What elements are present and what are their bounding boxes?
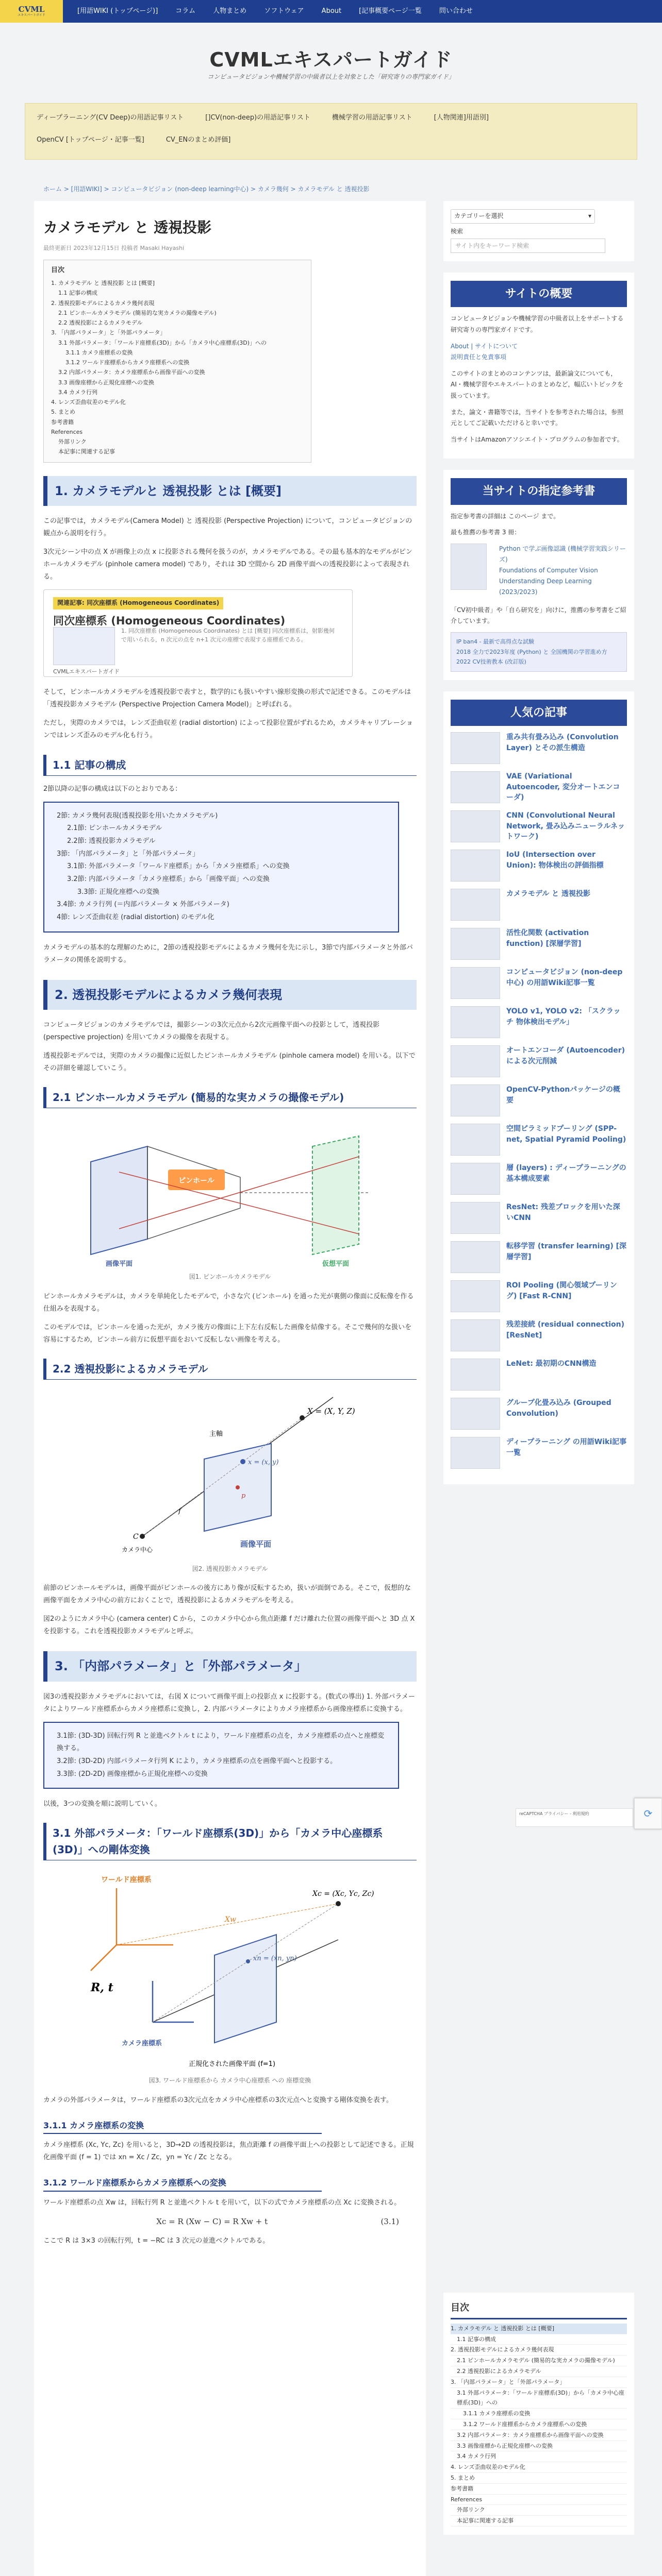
normalized-plane-label: 正規化された画像平面 (f=1)	[189, 2060, 276, 2069]
books-widget	[443, 470, 634, 680]
sidebar-search-box	[443, 201, 634, 261]
related-article-card[interactable]	[43, 589, 353, 677]
image-point-label: x = (x, y)	[248, 1458, 279, 1466]
about-text: コンピュータビジョンや機械学習の中級者以上をサポートする研究寄りの専門家ガイドです。	[451, 315, 624, 333]
popular-article-item[interactable]	[451, 928, 627, 960]
toc-item[interactable]: 1.1 記事の構成	[58, 290, 97, 297]
paragraph: 以後，3つの変換を順に説明していく。	[43, 1800, 162, 1808]
popular-article-item[interactable]	[451, 967, 627, 999]
rt-label: R, t	[91, 1981, 113, 1995]
paragraph: カメラモデルの基本的な理解のために，2節の透視投影モデルによるカメラ幾何を先に示し，3節で内部パラメータと外部パラメータの関係を説明する。	[43, 943, 413, 964]
toc-item[interactable]: 4. レンズ歪曲収差のモデル化	[51, 399, 126, 406]
breadcrumb[interactable]: ホーム > [用語WIKI] > コンピュータビジョン (non-deep learning中心) > カメラ幾何 > カメラモデル と 透視投影	[43, 185, 370, 193]
chevron-down-icon: ▾	[588, 212, 591, 220]
toc-item[interactable]: 3.1.1 カメラ座標系の変換	[65, 349, 133, 356]
popular-article-title[interactable]: 活性化関数 (activation function) [深層学習]	[506, 929, 589, 948]
world-vector	[117, 1904, 338, 1945]
related-badge: 関連記事: 同次座標系 (Homogeneous Coordinates)	[53, 597, 223, 609]
popular-article-thumbnail	[451, 850, 500, 882]
popular-article-title[interactable]: ディープラーニング の用語Wiki記事一覧	[506, 1438, 627, 1457]
toc-item[interactable]: 5. まとめ	[51, 409, 75, 416]
popular-article-item[interactable]	[451, 1398, 627, 1430]
equation-number: (3.1)	[380, 2217, 399, 2226]
related-description: 1. 同次座標系 (Homogeneous Coordinates) とは [概要] 同次座標系は，射影幾何で用いられる，n 次元の点を n+1 次元の座標で表現する座標系である。	[121, 628, 335, 643]
figure-caption: 図1. ピンホールカメラモデル	[189, 1273, 271, 1281]
category-select-value: カテゴリーを選択	[454, 212, 504, 220]
books-note: 「CV初中級者」や「自ら研究を」向けに，推薦の参考書をご紹介しています。	[451, 606, 626, 625]
nav-link-contact[interactable]: 問い合わせ	[439, 7, 473, 15]
toc-item[interactable]: 3.3 画像座標から正規化座標への変換	[58, 379, 154, 386]
books-sub: 最も推薦の参考書 3 冊：	[451, 529, 521, 536]
popular-article-item[interactable]	[451, 1163, 627, 1195]
article	[34, 201, 426, 2576]
world-to-camera-figure	[70, 1868, 390, 2074]
sidebar-toc	[443, 2293, 634, 2535]
disclaimer-link[interactable]: 説明責任と免責事項	[451, 353, 507, 361]
world-point	[300, 1415, 305, 1420]
popular-article-title[interactable]: VAE (Variational Autoencoder, 変分オートエンコーダ)	[506, 772, 620, 802]
sidebar-toc-title: 目次	[451, 2301, 627, 2319]
paragraph: このモデルでは，ピンホールを通った光が，カメラ後方の像面に上下左右反転した画像を結像する。そこで幾何的な扱いを容易にするため，ピンホール前方に仮想平面をおいて反転しない画像を考える。	[43, 1323, 412, 1344]
pinhole-label: ピンホール	[178, 1177, 214, 1185]
virtual-plane-label: 仮想平面	[322, 1260, 350, 1268]
popular-article-thumbnail	[451, 1398, 500, 1430]
perspective-projection-figure	[86, 1387, 374, 1562]
about-link[interactable]: About | サイトについて	[451, 342, 518, 350]
principal-axis-label: 主軸	[209, 1430, 223, 1438]
popular-article-item[interactable]	[451, 1084, 627, 1116]
popular-article-thumbnail	[451, 1359, 500, 1391]
book-title[interactable]: Foundations of Computer Vision	[499, 566, 598, 574]
principal-point	[236, 1485, 240, 1489]
popular-widget	[443, 691, 634, 1484]
popular-article-item[interactable]	[451, 889, 627, 921]
subnav-item-en[interactable]: CV_ENのまとめ評価]	[166, 135, 231, 144]
about-heading: サイトの概要	[451, 281, 627, 307]
section-heading-2-1: 2.1 ピンホールカメラモデル (簡易的な実カメラの撮像モデル)	[43, 1087, 417, 1108]
paragraph: この記事では，カメラモデル(Camera Model) と 透視投影 (Perspective Projection) について，コンピュータビジョンの観点から説明を行う。	[43, 517, 412, 538]
summary-item: 3.1節: 外部パラメータ「ワールド座標系」から「カメラ座標系」への変換	[67, 862, 290, 871]
structure-summary-box	[43, 802, 399, 933]
summary-item: 3.2節: 内部パラメータ「カメラ座標系」から「画像平面」への変換	[67, 875, 270, 883]
toc-item[interactable]: 3.2 内部パラメータ：カメラ座標系から画像平面への変換	[58, 369, 205, 376]
paragraph: ワールド座標系の点 Xw は，回転行列 R と並進ベクトル t を用いて，以下の式でカメラ座標系の点 Xc に変換される。	[43, 2198, 401, 2207]
popular-article-title[interactable]: コンピュータビジョン (non-deep 中心) の用語Wiki記事一覧	[506, 968, 623, 987]
book-item[interactable]	[451, 544, 627, 598]
world-point-label: X = (X, Y, Z)	[307, 1406, 355, 1416]
toc-item[interactable]: 2. 透視投影モデルによるカメラ幾何表現	[51, 299, 155, 307]
camera-center-text: カメラ中心	[122, 1546, 153, 1553]
image-plane-shape	[91, 1146, 147, 1255]
paragraph: 図2のようにカメラ中心 (camera center) C から，このカメラ中心から焦点距離 f だけ離れた位置の画像平面へと 3D 点 X を投影する。これを透視投影カメラモデルと呼ぶ。	[43, 1615, 415, 1636]
subnav-item-ml[interactable]: 機械学習の用語記事リスト	[332, 114, 412, 122]
top-nav	[0, 0, 662, 23]
popular-article-thumbnail	[451, 1202, 500, 1234]
summary-item: 3節: 「内部パラメータ」と「外部パラメータ」	[57, 850, 200, 858]
toc-item[interactable]: 3. 「内部パラメータ」と「外部パラメータ」	[51, 329, 166, 336]
subnav-item-deep[interactable]: ディープラーニング(CV Deep)の用語記事リスト	[37, 114, 184, 122]
popular-article-title[interactable]: オートエンコーダ (Autoencoder) による次元削減	[506, 1046, 625, 1065]
popular-article-item[interactable]	[451, 1006, 627, 1038]
popular-article-title[interactable]: カメラモデル と 透視投影	[506, 890, 591, 899]
summary-item: 3.2節: (3D-2D) 内部パラメータ行列 K により，カメラ座標系の点を画像平面へと投影する。	[57, 1757, 337, 1766]
sub-nav	[25, 103, 637, 160]
subnav-item-people[interactable]: [人物関連]用語別]	[434, 114, 489, 122]
image-plane-label: 画像平面	[105, 1260, 133, 1268]
recommendation-link[interactable]: 2018 全力で2023年度 (Python) と 全国機関の学習進め方	[456, 648, 607, 655]
section-heading-2: 2. 透視投影モデルによるカメラ幾何表現	[43, 980, 417, 1010]
popular-article-title[interactable]: 残差接続 (residual connection) [ResNet]	[506, 1320, 625, 1340]
sidebar-toc-item[interactable]: 3.4 カメラ行列	[451, 2451, 627, 2462]
popular-article-title[interactable]: LeNet: 最初期のCNN構造	[506, 1360, 597, 1368]
recaptcha-icon[interactable]: ⟳	[634, 1798, 662, 1829]
section-heading-2-2: 2.2 透視投影によるカメラモデル	[43, 1359, 417, 1380]
equation-row	[43, 2215, 399, 2228]
figure-caption: 図2. 透視投影カメラモデル	[192, 1565, 268, 1572]
about-text: 当サイトはAmazonアソシエイト・プログラムの参加者です。	[451, 435, 623, 443]
search-label: 検索	[451, 228, 464, 235]
popular-article-thumbnail	[451, 810, 500, 842]
category-select[interactable]	[451, 209, 595, 224]
pinhole-camera-figure	[70, 1115, 390, 1270]
about-text: また，論文・書籍等では，当サイトを参考された場合は，参照元としてご記載いただけると幸いです。	[451, 408, 624, 427]
popular-article-title[interactable]: ResNet: 残差ブロックを用いた深いCNN	[506, 1203, 620, 1222]
world-point-label: Xw	[225, 1916, 236, 1924]
site-title[interactable]: CVMLエキスパートガイド	[209, 48, 453, 71]
toc-item[interactable]: 2.1 ピンホールカメラモデル (簡易的な実カメラの撮像モデル)	[58, 309, 217, 316]
popular-article-item[interactable]	[451, 1045, 627, 1077]
sidebar-toc-item[interactable]: 3.1.2 ワールド座標系からカメラ座標系への変換	[451, 2419, 627, 2430]
popular-article-item[interactable]	[451, 1202, 627, 1234]
recaptcha-text: reCAPTCHA プライバシー - 利用規約	[516, 1808, 633, 1827]
world-axis-y	[91, 1945, 117, 1971]
books-heading: 当サイトの指定参考書	[451, 478, 627, 504]
toc-item[interactable]: 1. カメラモデル と 透視投影 とは [概要]	[51, 280, 155, 287]
logo-subtext: エキスパートガイド	[18, 13, 45, 17]
site-tagline: コンピュータビジョンや機械学習の中級者以上を対象とした「研究寄りの専門家ガイド」	[207, 73, 455, 80]
summary-item: 3.3節: (2D-2D) 画像座標から正規化座標への変換	[57, 1770, 208, 1778]
paragraph: 3次元シーン中の点 X が画像上の点 x に投影される幾何を扱うのが，カメラモデルである。その最も基本的なモデルがピンホールカメラモデル (pinhole camera model) であり，それは 3D 空間から 2D 画像平面への透視投影によって表現される。	[43, 548, 412, 581]
summary-item: 2.1節: ピンホールカメラモデル	[67, 824, 162, 833]
popular-article-item[interactable]	[451, 810, 627, 842]
book-cover	[451, 544, 487, 590]
popular-article-thumbnail	[451, 928, 500, 960]
toc-item[interactable]: 3.4 カメラ行列	[58, 388, 97, 396]
normalized-plane-shape	[214, 1935, 276, 2043]
paragraph: ただし，実際のカメラでは，レンズ歪曲収差 (radial distortion) によって投影位置がずれるため，カメラキャリブレーションではレンズ歪みのモデル化も行う。	[43, 719, 413, 740]
transform-summary-box	[43, 1722, 399, 1789]
paragraph: ここで R は 3×3 の回転行列，t = −RC は 3 次元の並進ベクトルである。	[43, 2237, 270, 2245]
table-of-contents	[43, 260, 311, 462]
camera-frame-label: カメラ座標系	[122, 2040, 162, 2048]
popular-article-title[interactable]: OpenCV-Pythonパッケージの概要	[506, 1086, 620, 1105]
popular-article-item[interactable]	[451, 1359, 627, 1391]
popular-article-thumbnail	[451, 771, 500, 803]
popular-article-thumbnail	[451, 1241, 500, 1273]
recommendation-link[interactable]: 2022 CV技術教本 (改訂版)	[456, 658, 526, 666]
popular-article-title[interactable]: ROI Pooling (関心領域プーリング) [Fast R-CNN]	[506, 1281, 617, 1300]
camera-point-label: Xc = (Xc, Yc, Zc)	[312, 1890, 374, 1899]
toc-item[interactable]: 参考書籍	[51, 418, 74, 426]
paragraph: カメラ座標系 (Xc, Yc, Zc) を用いると，3D→2D の透視投影は，焦点距離 f の画像平面上への投影として記述できる。正規化画像平面 (f = 1) では xn = Xc / Zc，yn = Yc / Zc となる。	[43, 2141, 414, 2162]
sidebar-toc-item[interactable]: 3.2 内部パラメータ：カメラ座標系から画像平面への変換	[451, 2430, 627, 2441]
popular-heading: 人気の記事	[451, 700, 627, 726]
paragraph: カメラの外部パラメータは，ワールド座標系の3次元点をカメラ中心座標系の3次元点へと変換する剛体変換を表す。	[43, 2096, 393, 2104]
world-frame-label: ワールド座標系	[101, 1876, 152, 1885]
related-heading: 同次座標系 (Homogeneous Coordinates)	[53, 614, 286, 627]
nav-links	[77, 6, 473, 17]
popular-article-item[interactable]	[451, 1280, 627, 1312]
about-text: このサイトのまとめのコンテンツは，最新論文についても，AI・機械学習やエキスパートのまとめなど，幅広いトピックを扱っています。	[451, 369, 624, 399]
popular-article-item[interactable]	[451, 771, 627, 803]
paragraph: 前節のピンホールモデルは，画像平面がピンホールの後方にあり像が反転するため，扱いが面倒である。そこで，仮想的な画像平面をカメラ中心の前方におくことで，透視投影によるカメラモデルを考える。	[43, 1584, 411, 1605]
toc-item[interactable]: References	[51, 428, 83, 435]
popular-list	[451, 732, 627, 1469]
camera-center-point	[140, 1534, 145, 1539]
sidebar-toc-item[interactable]: 3.1.1 カメラ座標系の変換	[451, 2409, 627, 2419]
world-point	[336, 1901, 341, 1906]
popular-article-thumbnail	[451, 1163, 500, 1195]
popular-article-thumbnail	[451, 967, 500, 999]
section-heading-3-1-1: 3.1.1 カメラ座標系の変換	[43, 2118, 322, 2134]
section-heading-3-1-2: 3.1.2 ワールド座標系からカメラ座標系への変換	[43, 2175, 322, 2192]
section-heading-3-1: 3.1 外部パラメータ：「ワールド座標系(3D)」から「カメラ中心座標系(3D)」への剛体変換	[43, 1823, 417, 1860]
popular-article-thumbnail	[451, 1437, 500, 1469]
sidebar-toc-item[interactable]: 本記事に関連する記事	[451, 2516, 627, 2527]
toc-item[interactable]: 本記事に関連する記事	[58, 448, 115, 455]
popular-article-item[interactable]	[451, 1437, 627, 1469]
summary-item: 2節: カメラ幾何表現(透視投影を用いたカメラモデル)	[57, 811, 218, 820]
popular-article-title[interactable]: IoU (Intersection over Union): 物体検出の評価指標	[506, 851, 604, 870]
sidebar-toc-item[interactable]: 参考書籍	[451, 2484, 627, 2495]
popular-article-title[interactable]: CNN (Convolutional Neural Network, 畳み込みニューラルネットワーク)	[506, 811, 625, 841]
subnav-item-cv[interactable]: []CV(non-deep)の用語記事リスト	[205, 114, 310, 122]
popular-article-item[interactable]	[451, 1124, 627, 1156]
book-title[interactable]: Understanding Deep Learning (2023/2023)	[499, 577, 592, 596]
section-heading-1: 1. カメラモデルと 透視投影 とは [概要]	[43, 476, 417, 506]
camera-box-shape	[147, 1146, 240, 1239]
popular-article-item[interactable]	[451, 1241, 627, 1273]
toc-item[interactable]: 外部リンク	[58, 438, 87, 446]
summary-item: 3.4節: カメラ行列 (＝内部パラメータ × 外部パラメータ)	[57, 901, 229, 909]
image-plane-label: 画像平面	[240, 1539, 272, 1549]
image-point	[240, 1459, 245, 1464]
recommendation-link[interactable]: IP ban4 - 最新で高得点な試験	[456, 638, 535, 645]
popular-article-thumbnail	[451, 732, 500, 764]
toc-title: 目次	[51, 266, 65, 275]
popular-article-thumbnail	[451, 1084, 500, 1116]
sidebar-toc-item[interactable]: 2.1 ピンホールカメラモデル (簡易的な実カメラの撮像モデル)	[451, 2355, 627, 2366]
popular-article-thumbnail	[451, 1124, 500, 1156]
figure-caption: 図3. ワールド座標系から カメラ中心座標系 への 座標変換	[148, 2077, 311, 2084]
paragraph: そして，ピンホールカメラモデルを透視投影で表すと，数学的にも扱いやすい線形変換の形式で記述できる。このモデルは「透視投影カメラモデル (Perspective Projection Camera Model)」と呼ばれる。	[43, 688, 411, 709]
popular-article-thumbnail	[451, 1045, 500, 1077]
toc-item[interactable]: 3.1 外部パラメータ：「ワールド座標系(3D)」から「カメラ中心座標系(3D)」への	[58, 339, 267, 346]
popular-article-title[interactable]: 重み共有畳み込み (Convolution Layer) とその派生構造	[506, 733, 619, 752]
popular-article-title[interactable]: 転移学習 (transfer learning) [深層学習]	[506, 1242, 627, 1261]
paragraph: コンピュータビジョンのカメラモデルでは，撮影シーンの3次元点から2次元画像平面への投影として，透視投影 (perspective projection) を用いてカメラの撮像を表現する。	[43, 1021, 380, 1042]
nav-link-about[interactable]: About	[321, 7, 342, 15]
sidebar-toc-item[interactable]: 4. レンズ歪曲収差のモデル化	[451, 2462, 627, 2473]
nav-link-column[interactable]: コラム	[175, 7, 196, 15]
recommendation-box	[451, 632, 627, 672]
search-input[interactable]: サイト内をキーワード検索	[451, 239, 605, 253]
sidebar-toc-item[interactable]: 3. 「内部パラメータ」と「外部パラメータ」	[451, 2377, 627, 2388]
toc-item[interactable]: 2.2 透視投影によるカメラモデル	[58, 319, 143, 327]
popular-article-title[interactable]: 空間ピラミッドプーリング (SPP-net, Spatial Pyramid Pooling)	[506, 1125, 626, 1144]
sidebar-toc-item[interactable]: 3.3 画像座標から正規化座標への変換	[451, 2441, 627, 2452]
paragraph: 透視投影モデルでは，実際のカメラの撮像に近似したピンホールカメラモデル (pinhole camera model) を用いる。以下でその詳細を確認していこう。	[43, 1052, 416, 1073]
normalized-point-label: xn = (xn, yn)	[253, 1955, 297, 1963]
summary-item: 3.1節: (3D-3D) 回転行列 R と並進ベクトル t により，ワールド座標系の点を，カメラ座標系の点へと座標変換する。	[57, 1732, 385, 1753]
about-widget	[443, 273, 634, 459]
nav-link-wiki[interactable]: [用語WIKI (トップページ)]	[77, 7, 158, 15]
sidebar-toc-item[interactable]: 3.1 外部パラメータ：「ワールド座標系(3D)」から「カメラ中心座標系(3D)」への	[451, 2388, 627, 2409]
principal-point-label: p	[241, 1492, 246, 1500]
summary-item: 2.2節: 透視投影カメラモデル	[67, 837, 156, 845]
popular-article-title[interactable]: YOLO v1, YOLO v2: 「スクラッチ 物体検出モデル」	[506, 1007, 621, 1026]
virtual-plane-shape	[312, 1136, 359, 1255]
popular-article-thumbnail	[451, 1280, 500, 1312]
paragraph: ピンホールカメラモデルは，カメラを単純化したモデルで，小さな穴 (ピンホール) を通った光が裏側の像面に反転像を作る仕組みを表現する。	[43, 1292, 414, 1313]
books-intro: 指定参考書の詳細は このページ まで。	[451, 512, 560, 520]
normalized-point	[246, 1959, 250, 1963]
book-title[interactable]: Python で学ぶ画像認識 (機械学習実践シリーズ)	[499, 545, 626, 563]
popular-article-item[interactable]	[451, 850, 627, 882]
paragraph: 2節以降の記事の構成は以下のとおりである：	[43, 785, 182, 793]
sidebar-toc-item[interactable]: 2.2 透視投影によるカメラモデル	[451, 2366, 627, 2377]
equation: Xc = R (Xw − C) = R Xw + t	[156, 2217, 268, 2226]
section-heading-3: 3. 「内部パラメータ」と「外部パラメータ」	[43, 1651, 417, 1681]
section-heading-1-1: 1.1 記事の構成	[43, 755, 417, 776]
sidebar-toc-item[interactable]: 1. カメラモデル と 透視投影 とは [概要]	[451, 2324, 627, 2334]
popular-article-item[interactable]	[451, 1319, 627, 1351]
nav-link-software[interactable]: ソフトウェア	[264, 7, 304, 15]
page-title: カメラモデル と 透視投影	[43, 219, 212, 236]
popular-article-thumbnail	[451, 1319, 500, 1351]
summary-item: 4節: レンズ歪曲収差 (radial distortion) のモデル化	[57, 913, 214, 922]
related-site: CVMLエキスパートガイド	[53, 668, 120, 675]
sidebar	[443, 201, 634, 1496]
focal-length-label: f	[178, 1507, 181, 1515]
nav-link-overview[interactable]: [記事概要ページ一覧	[359, 7, 422, 15]
nav-link-people[interactable]: 人物まとめ	[213, 7, 247, 15]
popular-article-title[interactable]: 層 (layers) : ディープラーニングの基本構成要素	[506, 1164, 626, 1183]
summary-item: 3.3節: 正規化座標への変換	[77, 888, 160, 896]
camera-center-label: C	[133, 1532, 139, 1541]
sidebar-toc-item[interactable]: 1.1 記事の構成	[451, 2334, 627, 2345]
popular-article-thumbnail	[451, 889, 500, 921]
paragraph: 図3の透視投影カメラモデルにおいては，右図 X について画像平面上の投影点 x に投影する。(数式の導出) 1. 外部パラメータによりワールド座標系からカメラ座標系に変換し，2. 内部パラメータによりカメラ座標系から画像座標系に変換する。	[43, 1692, 415, 1713]
related-thumbnail	[53, 627, 115, 665]
popular-article-thumbnail	[451, 1006, 500, 1038]
sidebar-toc-item[interactable]: References	[451, 2495, 627, 2505]
site-logo[interactable]	[0, 0, 63, 23]
logo-text: CVML	[18, 4, 45, 14]
popular-article-title[interactable]: グループ化畳み込み (Grouped Convolution)	[506, 1399, 611, 1418]
sidebar-toc-item[interactable]: 外部リンク	[451, 2505, 627, 2516]
article-meta: 最終更新日 2023年12月15日 投稿者 Masaki Hayashi	[43, 244, 185, 251]
sidebar-toc-item[interactable]: 5. まとめ	[451, 2473, 627, 2484]
subnav-item-opencv[interactable]: OpenCV [トップページ・記事一覧]	[37, 135, 144, 144]
toc-item[interactable]: 3.1.2 ワールド座標系からカメラ座標系への変換	[65, 359, 190, 366]
sidebar-toc-item[interactable]: 2. 透視投影モデルによるカメラ幾何表現	[451, 2345, 627, 2355]
popular-article-item[interactable]	[451, 732, 627, 764]
